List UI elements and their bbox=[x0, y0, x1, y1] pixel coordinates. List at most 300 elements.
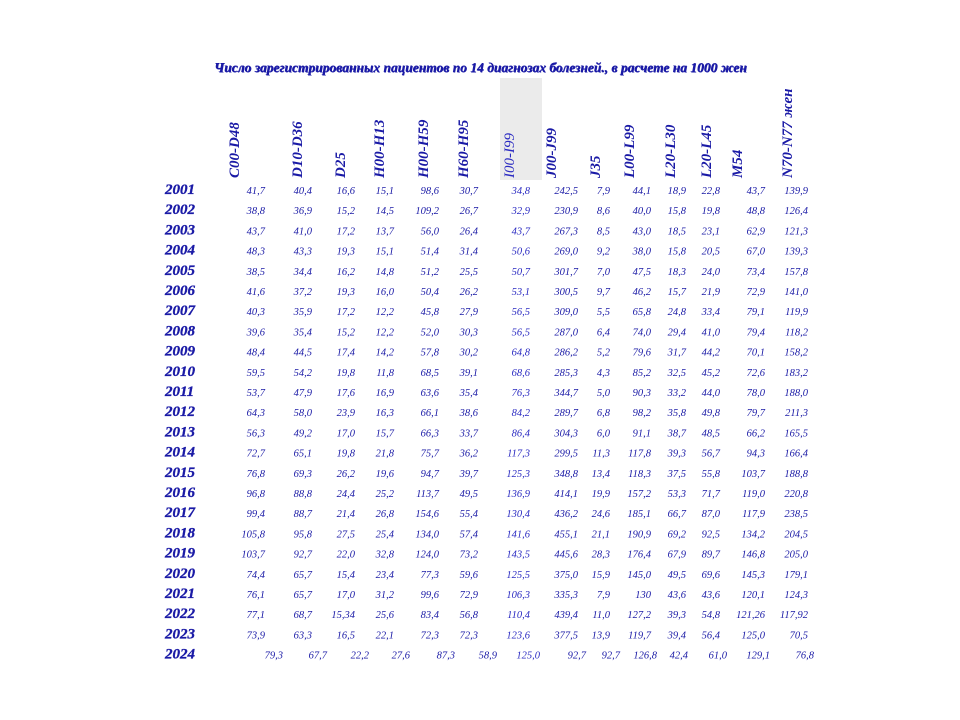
cell-2012-5: 38,6 bbox=[459, 408, 478, 420]
cell-2017-3: 26,8 bbox=[375, 509, 394, 521]
cell-2018-2: 27,5 bbox=[336, 529, 355, 541]
cell-2003-3: 13,7 bbox=[375, 226, 394, 238]
cell-2009-2: 17,4 bbox=[336, 347, 355, 359]
cell-2002-3: 14,5 bbox=[375, 206, 394, 218]
cell-2013-9: 91,1 bbox=[632, 428, 651, 440]
cell-2011-0: 53,7 bbox=[246, 388, 265, 399]
cell-2001-1: 40,4 bbox=[293, 186, 312, 197]
cell-2008-13: 118,2 bbox=[785, 327, 808, 339]
cell-2021-4: 99,6 bbox=[420, 590, 439, 601]
cell-2006-5: 26,2 bbox=[459, 287, 478, 298]
cell-2020-1: 65,7 bbox=[293, 569, 312, 581]
cell-2023-13: 70,5 bbox=[789, 630, 808, 642]
cell-2008-9: 74,0 bbox=[632, 327, 651, 339]
cell-2024-7: 92,7 bbox=[567, 650, 586, 662]
cell-2014-3: 21,8 bbox=[375, 448, 394, 460]
cell-2017-10: 66,7 bbox=[667, 509, 686, 521]
cell-2019-10: 67,9 bbox=[667, 549, 686, 561]
cell-2013-4: 66,3 bbox=[420, 428, 439, 440]
cell-2013-3: 15,7 bbox=[375, 428, 394, 440]
cell-2001-12: 43,7 bbox=[746, 186, 765, 197]
cell-2021-6: 106,3 bbox=[506, 590, 530, 601]
cell-2016-4: 113,7 bbox=[416, 489, 439, 500]
cell-2010-11: 45,2 bbox=[701, 367, 720, 379]
cell-2020-13: 179,1 bbox=[784, 569, 808, 581]
row-year-2011: 2011 bbox=[165, 384, 195, 400]
cell-2006-7: 300,5 bbox=[554, 287, 578, 298]
cell-2002-5: 26,7 bbox=[459, 206, 478, 218]
cell-2019-4: 124,0 bbox=[415, 549, 439, 561]
cell-2010-12: 72,6 bbox=[746, 367, 765, 379]
cell-2019-0: 103,7 bbox=[241, 549, 265, 561]
cell-2015-8: 13,4 bbox=[591, 468, 610, 480]
cell-2022-5: 56,8 bbox=[459, 610, 478, 622]
cell-2003-9: 43,0 bbox=[632, 226, 651, 238]
cell-2015-4: 94,7 bbox=[420, 468, 439, 480]
cell-2020-7: 375,0 bbox=[554, 569, 578, 581]
cell-2001-13: 139,9 bbox=[784, 186, 808, 197]
cell-2008-4: 52,0 bbox=[420, 327, 439, 339]
cell-2021-13: 124,3 bbox=[784, 590, 808, 601]
cell-2002-10: 15,8 bbox=[667, 206, 686, 218]
cell-2022-6: 110,4 bbox=[507, 610, 530, 622]
cell-2008-5: 30,3 bbox=[459, 327, 478, 339]
cell-2024-13: 76,8 bbox=[795, 650, 814, 662]
cell-2010-1: 54,2 bbox=[293, 367, 312, 379]
cell-2023-1: 63,3 bbox=[293, 630, 312, 642]
cell-2009-13: 158,2 bbox=[784, 347, 808, 359]
cell-2008-8: 6,4 bbox=[596, 327, 610, 339]
cell-2022-2: 15,34 bbox=[331, 610, 355, 622]
cell-2007-3: 12,2 bbox=[375, 307, 394, 319]
row-year-2020: 2020 bbox=[165, 565, 195, 582]
cell-2006-8: 9,7 bbox=[596, 287, 610, 298]
cell-2006-11: 21,9 bbox=[701, 287, 720, 298]
row-year-2001: 2001 bbox=[165, 182, 195, 198]
column-header-d25: D25 bbox=[333, 152, 349, 178]
cell-2016-2: 24,4 bbox=[336, 489, 355, 500]
cell-2001-4: 98,6 bbox=[420, 186, 439, 197]
cell-2010-4: 68,5 bbox=[420, 367, 439, 379]
cell-2022-11: 54,8 bbox=[701, 610, 720, 622]
cell-2014-5: 36,2 bbox=[459, 448, 478, 460]
cell-2005-4: 51,2 bbox=[420, 266, 439, 278]
cell-2016-8: 19,9 bbox=[591, 489, 610, 500]
cell-2011-11: 44,0 bbox=[701, 388, 720, 399]
cell-2004-11: 20,5 bbox=[701, 246, 720, 258]
cell-2007-13: 119,9 bbox=[785, 307, 808, 319]
cell-2001-9: 44,1 bbox=[632, 186, 651, 197]
cell-2016-9: 157,2 bbox=[627, 489, 651, 500]
column-header-l00-l99: L00-L99 bbox=[622, 124, 638, 178]
cell-2001-7: 242,5 bbox=[554, 186, 578, 197]
row-year-2010: 2010 bbox=[165, 363, 195, 380]
row-year-2024: 2024 bbox=[165, 646, 195, 663]
cell-2004-6: 50,6 bbox=[511, 246, 530, 258]
column-header-l20-l45: L20-L45 bbox=[699, 124, 715, 178]
cell-2017-13: 238,5 bbox=[784, 509, 808, 521]
cell-2017-6: 130,4 bbox=[506, 509, 530, 521]
cell-2021-0: 76,1 bbox=[246, 590, 265, 601]
cell-2018-12: 134,2 bbox=[741, 529, 765, 541]
cell-2022-3: 25,6 bbox=[375, 610, 394, 622]
cell-2004-2: 19,3 bbox=[336, 246, 355, 258]
cell-2017-0: 99,4 bbox=[246, 509, 265, 521]
row-year-2004: 2004 bbox=[165, 242, 195, 259]
cell-2001-6: 34,8 bbox=[511, 186, 530, 197]
cell-2022-0: 77,1 bbox=[246, 610, 265, 622]
cell-2014-10: 39,3 bbox=[667, 448, 686, 460]
cell-2014-1: 65,1 bbox=[293, 448, 312, 460]
column-header-j35: J35 bbox=[588, 155, 604, 178]
cell-2011-4: 63,6 bbox=[420, 388, 439, 399]
cell-2006-9: 46,2 bbox=[632, 287, 651, 298]
cell-2005-1: 34,4 bbox=[293, 266, 312, 278]
cell-2007-5: 27,9 bbox=[459, 307, 478, 319]
cell-2021-7: 335,3 bbox=[554, 590, 578, 601]
cell-2019-8: 28,3 bbox=[591, 549, 610, 561]
cell-2014-2: 19,8 bbox=[336, 448, 355, 460]
cell-2007-6: 56,5 bbox=[511, 307, 530, 319]
cell-2024-3: 27,6 bbox=[391, 650, 410, 662]
cell-2017-9: 185,1 bbox=[627, 509, 651, 521]
cell-2018-8: 21,1 bbox=[591, 529, 610, 541]
cell-2015-5: 39,7 bbox=[459, 468, 478, 480]
row-year-2005: 2005 bbox=[165, 262, 195, 279]
cell-2001-11: 22,8 bbox=[701, 186, 720, 197]
cell-2010-2: 19,8 bbox=[336, 367, 355, 379]
cell-2010-0: 59,5 bbox=[246, 367, 265, 379]
cell-2018-9: 190,9 bbox=[627, 529, 651, 541]
cell-2005-2: 16,2 bbox=[336, 266, 355, 278]
cell-2013-7: 304,3 bbox=[554, 428, 578, 440]
cell-2012-7: 289,7 bbox=[554, 408, 578, 420]
cell-2016-0: 96,8 bbox=[246, 489, 265, 500]
cell-2004-12: 67,0 bbox=[746, 246, 765, 258]
cell-2012-11: 49,8 bbox=[701, 408, 720, 420]
cell-2008-0: 39,6 bbox=[246, 327, 265, 339]
cell-2002-13: 126,4 bbox=[784, 206, 808, 218]
cell-2008-6: 56,5 bbox=[511, 327, 530, 339]
cell-2013-1: 49,2 bbox=[293, 428, 312, 440]
cell-2011-6: 76,3 bbox=[511, 388, 530, 399]
cell-2012-2: 23,9 bbox=[336, 408, 355, 420]
cell-2015-3: 19,6 bbox=[375, 468, 394, 480]
cell-2015-6: 125,3 bbox=[506, 468, 530, 480]
cell-2021-1: 65,7 bbox=[293, 590, 312, 601]
cell-2008-7: 287,0 bbox=[554, 327, 578, 339]
cell-2003-11: 23,1 bbox=[701, 226, 720, 238]
cell-2019-3: 32,8 bbox=[375, 549, 394, 561]
cell-2002-8: 8,6 bbox=[596, 206, 610, 218]
cell-2023-7: 377,5 bbox=[554, 630, 578, 642]
cell-2016-5: 49,5 bbox=[459, 489, 478, 500]
cell-2006-6: 53,1 bbox=[511, 287, 530, 298]
cell-2003-6: 43,7 bbox=[511, 226, 530, 238]
column-header-h00-h13: H00-H13 bbox=[372, 119, 388, 178]
cell-2022-10: 39,3 bbox=[667, 610, 686, 622]
cell-2005-3: 14,8 bbox=[375, 266, 394, 278]
cell-2011-2: 17,6 bbox=[336, 388, 355, 399]
cell-2020-2: 15,4 bbox=[336, 569, 355, 581]
cell-2024-1: 67,7 bbox=[308, 650, 327, 662]
cell-2003-0: 43,7 bbox=[246, 226, 265, 238]
cell-2003-5: 26,4 bbox=[459, 226, 478, 238]
cell-2019-11: 89,7 bbox=[701, 549, 720, 561]
cell-2019-2: 22,0 bbox=[336, 549, 355, 561]
cell-2015-12: 103,7 bbox=[741, 468, 765, 480]
row-year-2012: 2012 bbox=[165, 404, 195, 421]
cell-2016-7: 414,1 bbox=[554, 489, 578, 500]
cell-2022-9: 127,2 bbox=[627, 610, 651, 622]
cell-2015-9: 118,3 bbox=[628, 468, 651, 480]
cell-2020-6: 125,5 bbox=[506, 569, 530, 581]
cell-2019-12: 146,8 bbox=[741, 549, 765, 561]
cell-2023-11: 56,4 bbox=[701, 630, 720, 642]
cell-2011-7: 344,7 bbox=[554, 388, 578, 399]
cell-2021-10: 43,6 bbox=[667, 590, 686, 601]
cell-2003-13: 121,3 bbox=[784, 226, 808, 238]
cell-2005-10: 18,3 bbox=[667, 266, 686, 278]
cell-2015-1: 69,3 bbox=[293, 468, 312, 480]
cell-2017-5: 55,4 bbox=[459, 509, 478, 521]
cell-2018-5: 57,4 bbox=[459, 529, 478, 541]
cell-2016-11: 71,7 bbox=[701, 489, 720, 500]
cell-2007-10: 24,8 bbox=[667, 307, 686, 319]
cell-2009-0: 48,4 bbox=[246, 347, 265, 359]
cell-2006-13: 141,0 bbox=[784, 287, 808, 298]
cell-2017-2: 21,4 bbox=[336, 509, 355, 521]
cell-2010-6: 68,6 bbox=[511, 367, 530, 379]
cell-2023-0: 73,9 bbox=[246, 630, 265, 642]
cell-2006-12: 72,9 bbox=[746, 287, 765, 298]
cell-2023-3: 22,1 bbox=[375, 630, 394, 642]
cell-2019-1: 92,7 bbox=[293, 549, 312, 561]
cell-2004-13: 139,3 bbox=[784, 246, 808, 258]
cell-2024-6: 125,0 bbox=[516, 650, 540, 662]
cell-2012-6: 84,2 bbox=[511, 408, 530, 420]
cell-2020-10: 49,5 bbox=[667, 569, 686, 581]
cell-2024-9: 126,8 bbox=[633, 650, 657, 662]
cell-2021-11: 43,6 bbox=[701, 590, 720, 601]
cell-2004-10: 15,8 bbox=[667, 246, 686, 258]
cell-2019-13: 205,0 bbox=[784, 549, 808, 561]
cell-2001-0: 41,7 bbox=[246, 186, 265, 197]
cell-2018-13: 204,5 bbox=[784, 529, 808, 541]
cell-2018-1: 95,8 bbox=[293, 529, 312, 541]
cell-2004-9: 38,0 bbox=[632, 246, 651, 258]
column-header-l20-l30: L20-L30 bbox=[663, 124, 679, 178]
cell-2009-11: 44,2 bbox=[701, 347, 720, 359]
cell-2005-9: 47,5 bbox=[632, 266, 651, 278]
cell-2020-4: 77,3 bbox=[420, 569, 439, 581]
cell-2014-12: 94,3 bbox=[746, 448, 765, 460]
cell-2004-1: 43,3 bbox=[293, 246, 312, 258]
cell-2006-1: 37,2 bbox=[293, 287, 312, 298]
cell-2007-1: 35,9 bbox=[293, 307, 312, 319]
cell-2010-13: 183,2 bbox=[784, 367, 808, 379]
cell-2015-7: 348,8 bbox=[554, 468, 578, 480]
cell-2011-9: 90,3 bbox=[632, 388, 651, 399]
cell-2017-8: 24,6 bbox=[591, 509, 610, 521]
cell-2009-6: 64,8 bbox=[511, 347, 530, 359]
row-year-2014: 2014 bbox=[165, 444, 195, 461]
cell-2009-12: 70,1 bbox=[746, 347, 765, 359]
cell-2020-5: 59,6 bbox=[459, 569, 478, 581]
cell-2020-0: 74,4 bbox=[246, 569, 265, 581]
cell-2019-6: 143,5 bbox=[506, 549, 530, 561]
cell-2010-3: 11,8 bbox=[376, 367, 394, 379]
cell-2012-3: 16,3 bbox=[375, 408, 394, 420]
cell-2022-8: 11,0 bbox=[592, 610, 610, 622]
cell-2023-4: 72,3 bbox=[420, 630, 439, 642]
column-header-d10-d36: D10-D36 bbox=[290, 121, 306, 178]
cell-2022-4: 83,4 bbox=[420, 610, 439, 622]
cell-2015-10: 37,5 bbox=[667, 468, 686, 480]
column-header-j00-j99: J00-J99 bbox=[544, 128, 560, 178]
cell-2012-1: 58,0 bbox=[293, 408, 312, 420]
cell-2004-7: 269,0 bbox=[554, 246, 578, 258]
cell-2018-4: 134,0 bbox=[415, 529, 439, 541]
cell-2010-9: 85,2 bbox=[632, 367, 651, 379]
cell-2014-11: 56,7 bbox=[701, 448, 720, 460]
row-year-2021: 2021 bbox=[165, 586, 195, 602]
cell-2018-6: 141,6 bbox=[506, 529, 530, 541]
cell-2008-12: 79,4 bbox=[746, 327, 765, 339]
row-year-2009: 2009 bbox=[165, 343, 195, 360]
cell-2008-1: 35,4 bbox=[293, 327, 312, 339]
cell-2015-2: 26,2 bbox=[336, 468, 355, 480]
cell-2011-13: 188,0 bbox=[784, 388, 808, 399]
column-header-n70-n77-: N70-N77 жен bbox=[780, 88, 796, 178]
cell-2004-0: 48,3 bbox=[246, 246, 265, 258]
cell-2021-2: 17,0 bbox=[336, 590, 355, 601]
cell-2012-13: 211,3 bbox=[785, 408, 808, 420]
cell-2014-4: 75,7 bbox=[420, 448, 439, 460]
column-header-i00-i99: I00-I99 bbox=[502, 133, 518, 178]
cell-2001-2: 16,6 bbox=[336, 186, 355, 197]
cell-2015-0: 76,8 bbox=[246, 468, 265, 480]
cell-2006-2: 19,3 bbox=[336, 287, 355, 298]
cell-2014-0: 72,7 bbox=[246, 448, 265, 460]
cell-2001-3: 15,1 bbox=[375, 186, 394, 197]
cell-2014-13: 166,4 bbox=[784, 448, 808, 460]
cell-2014-6: 117,3 bbox=[507, 448, 530, 460]
cell-2007-12: 79,1 bbox=[746, 307, 765, 319]
cell-2016-1: 88,8 bbox=[293, 489, 312, 500]
cell-2003-4: 56,0 bbox=[420, 226, 439, 238]
row-year-2018: 2018 bbox=[165, 525, 195, 542]
cell-2007-11: 33,4 bbox=[701, 307, 720, 319]
cell-2020-3: 23,4 bbox=[375, 569, 394, 581]
cell-2013-11: 48,5 bbox=[701, 428, 720, 440]
cell-2016-6: 136,9 bbox=[506, 489, 530, 500]
cell-2013-8: 6,0 bbox=[596, 428, 610, 440]
cell-2017-12: 117,9 bbox=[742, 509, 765, 521]
cell-2004-3: 15,1 bbox=[375, 246, 394, 258]
cell-2010-10: 32,5 bbox=[667, 367, 686, 379]
cell-2024-5: 58,9 bbox=[478, 650, 497, 662]
cell-2023-10: 39,4 bbox=[667, 630, 686, 642]
cell-2009-9: 79,6 bbox=[632, 347, 651, 359]
cell-2005-12: 73,4 bbox=[746, 266, 765, 278]
cell-2009-10: 31,7 bbox=[667, 347, 686, 359]
row-year-2008: 2008 bbox=[165, 323, 195, 340]
cell-2022-12: 121,26 bbox=[736, 610, 765, 622]
cell-2011-3: 16,9 bbox=[375, 388, 394, 399]
row-year-2015: 2015 bbox=[165, 464, 195, 481]
cell-2002-12: 48,8 bbox=[746, 206, 765, 218]
cell-2005-8: 7,0 bbox=[596, 266, 610, 278]
cell-2019-9: 176,4 bbox=[627, 549, 651, 561]
cell-2001-10: 18,9 bbox=[667, 186, 686, 197]
cell-2012-0: 64,3 bbox=[246, 408, 265, 420]
row-year-2003: 2003 bbox=[165, 222, 195, 239]
cell-2020-8: 15,9 bbox=[591, 569, 610, 581]
cell-2007-8: 5,5 bbox=[596, 307, 610, 319]
cell-2022-7: 439,4 bbox=[554, 610, 578, 622]
cell-2001-8: 7,9 bbox=[596, 186, 610, 197]
cell-2018-3: 25,4 bbox=[375, 529, 394, 541]
cell-2003-10: 18,5 bbox=[667, 226, 686, 238]
cell-2001-5: 30,7 bbox=[459, 186, 478, 197]
cell-2009-4: 57,8 bbox=[420, 347, 439, 359]
row-year-2002: 2002 bbox=[165, 202, 195, 219]
row-year-2016: 2016 bbox=[165, 485, 195, 501]
cell-2009-7: 286,2 bbox=[554, 347, 578, 359]
cell-2023-12: 125,0 bbox=[741, 630, 765, 642]
cell-2016-10: 53,3 bbox=[667, 489, 686, 500]
cell-2005-5: 25,5 bbox=[459, 266, 478, 278]
cell-2011-8: 5,0 bbox=[596, 388, 610, 399]
cell-2021-5: 72,9 bbox=[459, 590, 478, 601]
cell-2016-13: 220,8 bbox=[784, 489, 808, 500]
cell-2014-7: 299,5 bbox=[554, 448, 578, 460]
row-year-2017: 2017 bbox=[165, 505, 195, 522]
table-title: Число зарегистрированных пациентов по 14 диагнозах болезней., в расчете на 1000 жен bbox=[214, 60, 747, 75]
cell-2009-5: 30,2 bbox=[459, 347, 478, 359]
cell-2022-1: 68,7 bbox=[293, 610, 312, 622]
cell-2002-7: 230,9 bbox=[554, 206, 578, 218]
cell-2004-5: 31,4 bbox=[459, 246, 478, 258]
cell-2007-4: 45,8 bbox=[420, 307, 439, 319]
cell-2003-7: 267,3 bbox=[554, 226, 578, 238]
cell-2013-0: 56,3 bbox=[246, 428, 265, 440]
cell-2008-2: 15,2 bbox=[336, 327, 355, 339]
cell-2015-11: 55,8 bbox=[701, 468, 720, 480]
cell-2023-5: 72,3 bbox=[459, 630, 478, 642]
cell-2002-4: 109,2 bbox=[415, 206, 439, 218]
cell-2017-7: 436,2 bbox=[554, 509, 578, 521]
cell-2002-0: 38,8 bbox=[246, 206, 265, 218]
cell-2024-10: 42,4 bbox=[669, 650, 688, 662]
cell-2024-0: 79,3 bbox=[264, 650, 283, 662]
cell-2013-2: 17,0 bbox=[336, 428, 355, 440]
cell-2012-12: 79,7 bbox=[746, 408, 765, 420]
cell-2015-13: 188,8 bbox=[784, 468, 808, 480]
cell-2017-4: 154,6 bbox=[415, 509, 439, 521]
cell-2005-11: 24,0 bbox=[701, 266, 720, 278]
row-year-2022: 2022 bbox=[165, 606, 195, 623]
cell-2023-9: 119,7 bbox=[628, 630, 651, 642]
cell-2006-3: 16,0 bbox=[375, 287, 394, 298]
cell-2002-2: 15,2 bbox=[336, 206, 355, 218]
cell-2010-5: 39,1 bbox=[459, 367, 478, 379]
cell-2024-11: 61,0 bbox=[708, 650, 727, 662]
cell-2021-9: 130 bbox=[635, 590, 651, 601]
cell-2018-0: 105,8 bbox=[241, 529, 265, 541]
cell-2002-6: 32,9 bbox=[511, 206, 530, 218]
